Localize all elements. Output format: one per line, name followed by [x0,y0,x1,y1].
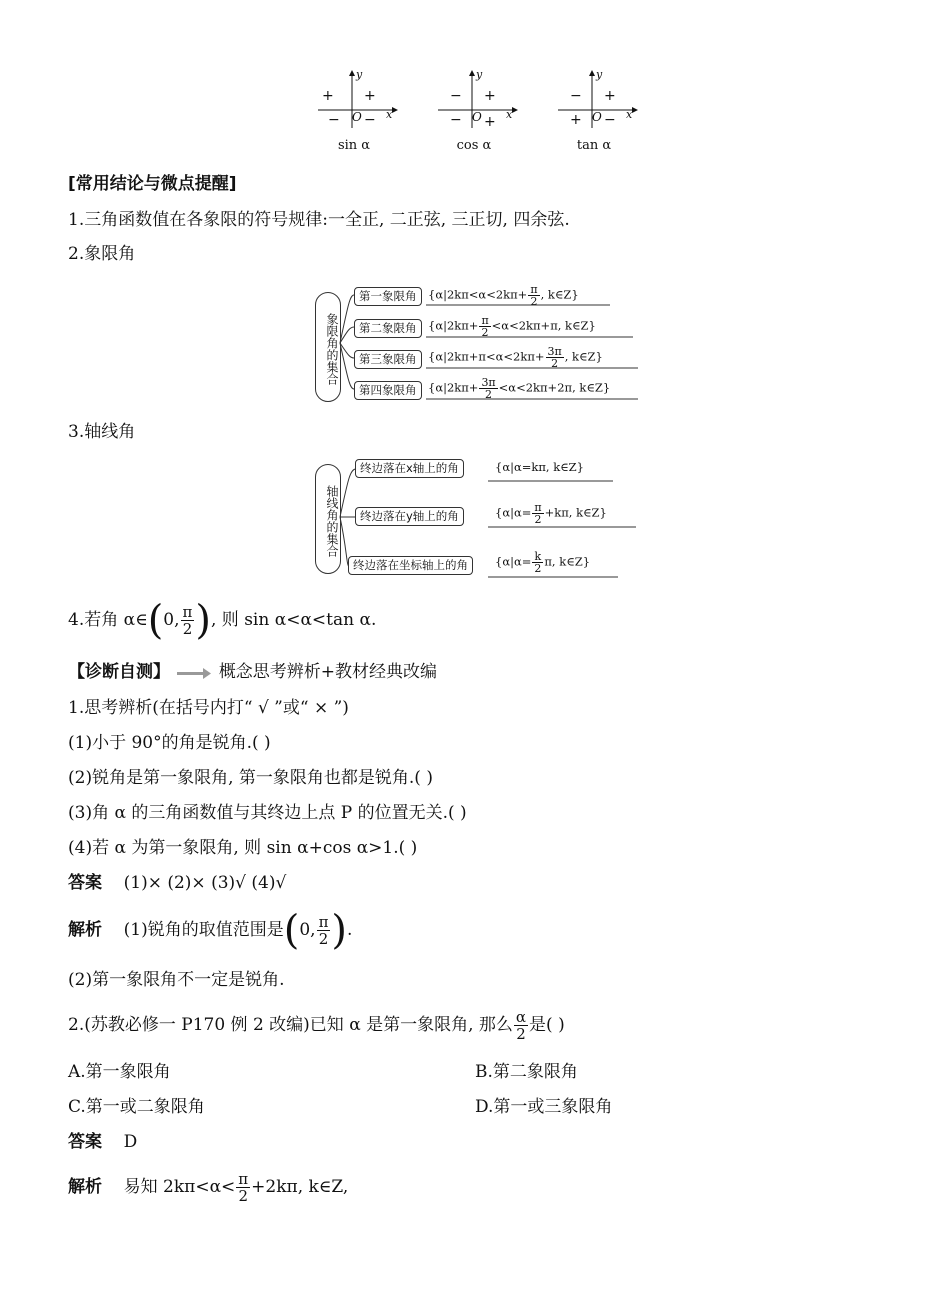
analysis-pre: (1)锐角的取值范围是 [123,920,284,940]
set-part-b: , k∈Z} [540,287,579,302]
numerator: k [532,551,543,563]
set-part-a: {α|2kπ+π<α<2kπ+ [428,349,545,364]
paren-open: ( [147,597,164,644]
item4-post: , 则 sin α<α<tan α. [211,610,377,630]
sign-diagram-cos [432,68,522,158]
denominator: 2 [182,620,193,638]
section-heading-conclusions: [常用结论与微点提醒] [68,174,237,194]
set-part-b: +kπ, k∈Z} [544,505,607,520]
quadrant-2-sign: − [450,88,462,104]
denominator: 2 [551,357,559,370]
question-1-item: (2)锐角是第一象限角, 第一象限角也都是锐角.( ) [68,768,433,788]
answer-label: 答案 [68,873,102,893]
fraction [546,346,564,369]
zero: 0, [299,920,316,940]
axis-set [495,502,607,525]
diagnosis-heading: 【诊断自测】 [68,662,170,682]
numerator: π [318,913,329,931]
analysis-label: 解析 [68,1177,102,1197]
item-3-axis-angle: 3.轴线角 [68,422,136,442]
quadrant-1-sign: + [604,88,616,104]
quadrant-4-sign: − [364,112,376,128]
question-1-item: (1)小于 90°的角是锐角.( ) [68,733,271,753]
q2-pre: 2.(苏教必修一 P170 例 2 改编)已知 α 是第一象限角, 那么 [68,1015,513,1035]
origin-label: O [592,110,602,124]
denominator: 2 [481,326,489,339]
fraction [317,914,331,947]
denominator: 2 [238,1187,248,1205]
axis-label: 终边落在x轴上的角 [355,459,464,478]
analysis-label: 解析 [68,920,102,940]
quadrant-set [428,346,603,369]
denominator: 2 [318,930,329,948]
x-axis-label: x [386,108,393,121]
fraction [181,604,195,637]
sign-diagram-sin [312,68,402,158]
quadrant-set [428,284,579,307]
quadrant-2-sign: + [322,88,334,104]
numerator: π [481,314,489,327]
quadrant-label: 第二象限角 [354,319,422,338]
numerator: π [530,283,538,296]
quadrant-root-node: 象限角的集合 [315,292,341,402]
question-1-analysis-2: (2)第一象限角不一定是锐角. [68,970,285,990]
question-2-answer-row [68,1130,137,1154]
diagnosis-subtitle: 概念思考辨析+教材经典改编 [218,662,438,682]
y-axis-label: y [356,68,363,81]
question-1-answer: (1)× (2)× (3)√ (4)√ [123,873,287,893]
numerator: π [182,603,193,621]
quadrant-3-sign: − [450,112,462,128]
quadrant-label: 第一象限角 [354,287,422,306]
question-2-stem [68,1003,565,1047]
quadrant-set [428,377,610,400]
quadrant-1-sign: + [364,88,376,104]
denominator: 2 [516,1025,526,1043]
denominator: 2 [530,295,538,308]
quadrant-1-sign: + [484,88,496,104]
y-axis-label: y [596,68,603,81]
set-part-b: , k∈Z} [564,349,603,364]
set-part-a: {α|α= [495,554,532,569]
axis-root-node: 轴线角的集合 [315,464,341,574]
x-axis-label: x [626,108,633,121]
fraction [479,315,490,338]
diagram-caption: cos α [456,138,492,153]
option-c: C.第一或二象限角 [68,1097,205,1117]
set-part-a: {α|2kπ<α<2kπ+ [428,287,528,302]
item4-pre: 4.若角 α∈ [68,610,148,630]
question-1-analysis-row [68,906,352,954]
q2-analysis-pre: 易知 2kπ<α< [123,1177,236,1197]
quadrant-4-sign: + [484,114,496,130]
diagram-caption: tan α [576,138,612,153]
quadrant-label: 第三象限角 [354,350,422,369]
y-axis-label: y [476,68,483,81]
x-axis-label: x [506,108,513,121]
numerator: π [534,501,542,514]
quadrant-set [428,315,596,338]
set-part-a: {α|2kπ+ [428,380,479,395]
analysis-post: . [347,920,353,940]
option-d: D.第一或三象限角 [475,1097,613,1117]
option-a: A.第一象限角 [68,1062,171,1082]
numerator: π [238,1170,249,1188]
paren-open: ( [283,907,300,954]
set-part-a: {α|α= [495,505,532,520]
denominator: 2 [485,388,493,401]
numerator: 3π [481,376,496,389]
fraction [479,377,497,400]
axis-set [495,551,590,574]
fraction [514,1009,528,1042]
question-1-item: (4)若 α 为第一象限角, 则 sin α+cos α>1.( ) [68,838,418,858]
fraction [528,284,539,307]
quadrant-4-sign: − [604,112,616,128]
zero: 0, [163,610,180,630]
item-2-quadrant-angle: 2.象限角 [68,244,136,264]
arrow-icon [177,667,211,679]
diagnosis-heading-row [68,660,437,684]
answer-label: 答案 [68,1132,102,1152]
axis-set [495,457,584,477]
axis-label: 终边落在y轴上的角 [355,507,464,526]
numerator: 3π [547,345,562,358]
set-part-b: π, k∈Z} [544,554,591,569]
paren-close: ) [195,597,211,644]
axis-label: 终边落在坐标轴上的角 [348,556,473,575]
question-2-answer: D [123,1132,138,1152]
question-1-answer-row [68,871,286,895]
fraction [532,551,543,574]
set-part-b: <α<2kπ+2π, k∈Z} [498,380,611,395]
quadrant-3-sign: − [328,112,340,128]
origin-label: O [352,110,362,124]
denominator: 2 [534,562,542,575]
quadrant-label: 第四象限角 [354,381,422,400]
option-b: B.第二象限角 [475,1062,578,1082]
set-part-a: {α|α=kπ, k∈Z} [495,460,584,474]
q2-analysis-post: +2kπ, k∈Z, [251,1177,349,1197]
quadrant-3-sign: + [570,112,582,128]
origin-label: O [472,110,482,124]
fraction [532,502,543,525]
question-2-analysis-row [68,1165,348,1209]
denominator: 2 [534,513,542,526]
quadrant-2-sign: − [570,88,582,104]
q2-post: 是( ) [529,1015,565,1035]
question-1-item: (3)角 α 的三角函数值与其终边上点 P 的位置无关.( ) [68,803,467,823]
set-part-a: {α|2kπ+ [428,318,479,333]
paren-close: ) [331,907,348,954]
fraction [236,1171,250,1204]
numerator: α [515,1008,527,1026]
set-part-b: <α<2kπ+π, k∈Z} [491,318,596,333]
item-1-sign-rule: 1.三角函数值在各象限的符号规律:一全正, 二正弦, 三正切, 四余弦. [68,210,570,230]
diagram-caption: sin α [337,138,371,153]
question-1-title: 1.思考辨析(在括号内打“ √ ”或“ × ”) [68,698,349,718]
item-4-inequality [68,596,376,644]
sign-diagram-tan [552,68,642,158]
